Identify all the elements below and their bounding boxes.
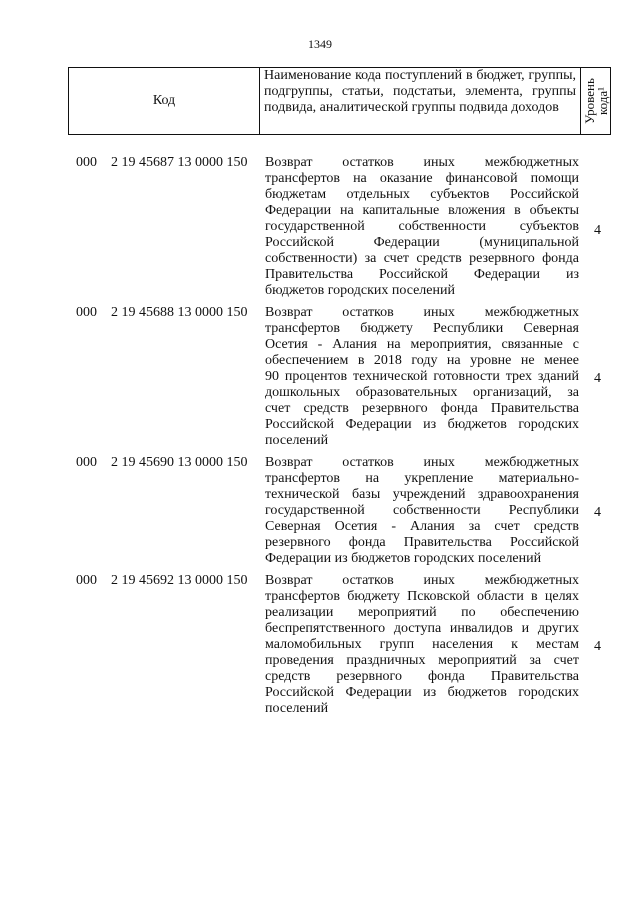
row-name-line: беспрепятственного доступа инвалидов и других	[265, 621, 579, 636]
row-name-line: резервного фонда Правительства Российской	[265, 535, 579, 550]
row-name-line: проведения праздничных мероприятий за счет	[265, 653, 579, 668]
row-name	[265, 573, 579, 717]
row-name-line: Осетия - Алания на мероприятия, связанные с	[265, 337, 579, 352]
row-level: 4	[594, 371, 601, 386]
row-code: 2 19 45690 13 0000 150	[111, 455, 248, 470]
row-name-line: бюджетам отдельных субъектов Российской	[265, 187, 579, 202]
row-name-line: поселений	[265, 433, 329, 448]
row-prefix: 000	[76, 455, 97, 470]
row-name-line: обеспечением в 2018 году на уровне не менее	[265, 353, 579, 368]
row-code: 2 19 45687 13 0000 150	[111, 155, 248, 170]
row-level: 4	[594, 639, 601, 654]
row-name-line: трансфертов на оказание финансовой помощи	[265, 171, 579, 186]
header-code-column: Код	[69, 68, 260, 134]
row-name-line: Северная Осетия - Алания за счет средств	[265, 519, 579, 534]
row-prefix: 000	[76, 155, 97, 170]
row-name-line: реализации мероприятий по обеспечению	[265, 605, 579, 620]
row-code: 2 19 45692 13 0000 150	[111, 573, 248, 588]
row-name-line: счет средств резервного фонда Правительства	[265, 401, 579, 416]
row-name-line: Федерации из бюджетов городских поселений	[265, 551, 542, 566]
row-name-line: Возврат остатков иных межбюджетных	[265, 305, 579, 320]
row-name-line: бюджетов городских поселений	[265, 283, 455, 298]
row-name-line: технической базы учреждений здравоохранения	[265, 487, 579, 502]
row-name-line: средств резервного фонда Правительства	[265, 669, 579, 684]
row-name-line: государственной собственности Республики	[265, 503, 579, 518]
row-name-line: Возврат остатков иных межбюджетных	[265, 455, 579, 470]
header-level-column	[581, 68, 610, 134]
row-name-line: трансфертов бюджету Псковской области в целях	[265, 589, 579, 604]
row-name-line: Российской Федерации из бюджетов городских	[265, 417, 579, 432]
row-name-line: собственности) за счет средств резервного фонда	[265, 251, 579, 266]
row-name-line: трансфертов бюджету Республики Северная	[265, 321, 579, 336]
row-name-line: Возврат остатков иных межбюджетных	[265, 155, 579, 170]
row-name-line: Федерации на капитальные вложения в объекты	[265, 203, 579, 218]
row-name-line: государственной собственности субъектов	[265, 219, 579, 234]
header-name-column: Наименование кода поступлений в бюджет, группы, подгруппы, статьи, подстатьи, элемента, группы подвида, аналитической группы подвида доходов	[260, 68, 581, 134]
row-name	[265, 455, 579, 567]
page-number: 1349	[308, 37, 332, 51]
row-name-line: поселений	[265, 701, 329, 716]
row-name-line: Правительства Российской Федерации из	[265, 267, 579, 282]
row-name-line: трансфертов на укрепление материально-	[265, 471, 579, 486]
row-name	[265, 305, 579, 449]
row-level: 4	[594, 505, 601, 520]
row-prefix: 000	[76, 305, 97, 320]
row-prefix: 000	[76, 573, 97, 588]
row-code: 2 19 45688 13 0000 150	[111, 305, 248, 320]
row-name-line: Возврат остатков иных межбюджетных	[265, 573, 579, 588]
row-level: 4	[594, 223, 601, 238]
row-name-line: дошкольных образовательных организаций, за	[265, 385, 579, 400]
row-name-line: маломобильных групп населения к местам	[265, 637, 579, 652]
row-name-line: 90 процентов технической готовности трех зданий	[265, 369, 579, 384]
header-level-label: Уровень кода¹	[581, 78, 610, 124]
row-name-line: Российской Федерации из бюджетов городских	[265, 685, 579, 700]
row-name	[265, 155, 579, 299]
table-header	[68, 67, 611, 135]
row-name-line: Российской Федерации (муниципальной	[265, 235, 579, 250]
